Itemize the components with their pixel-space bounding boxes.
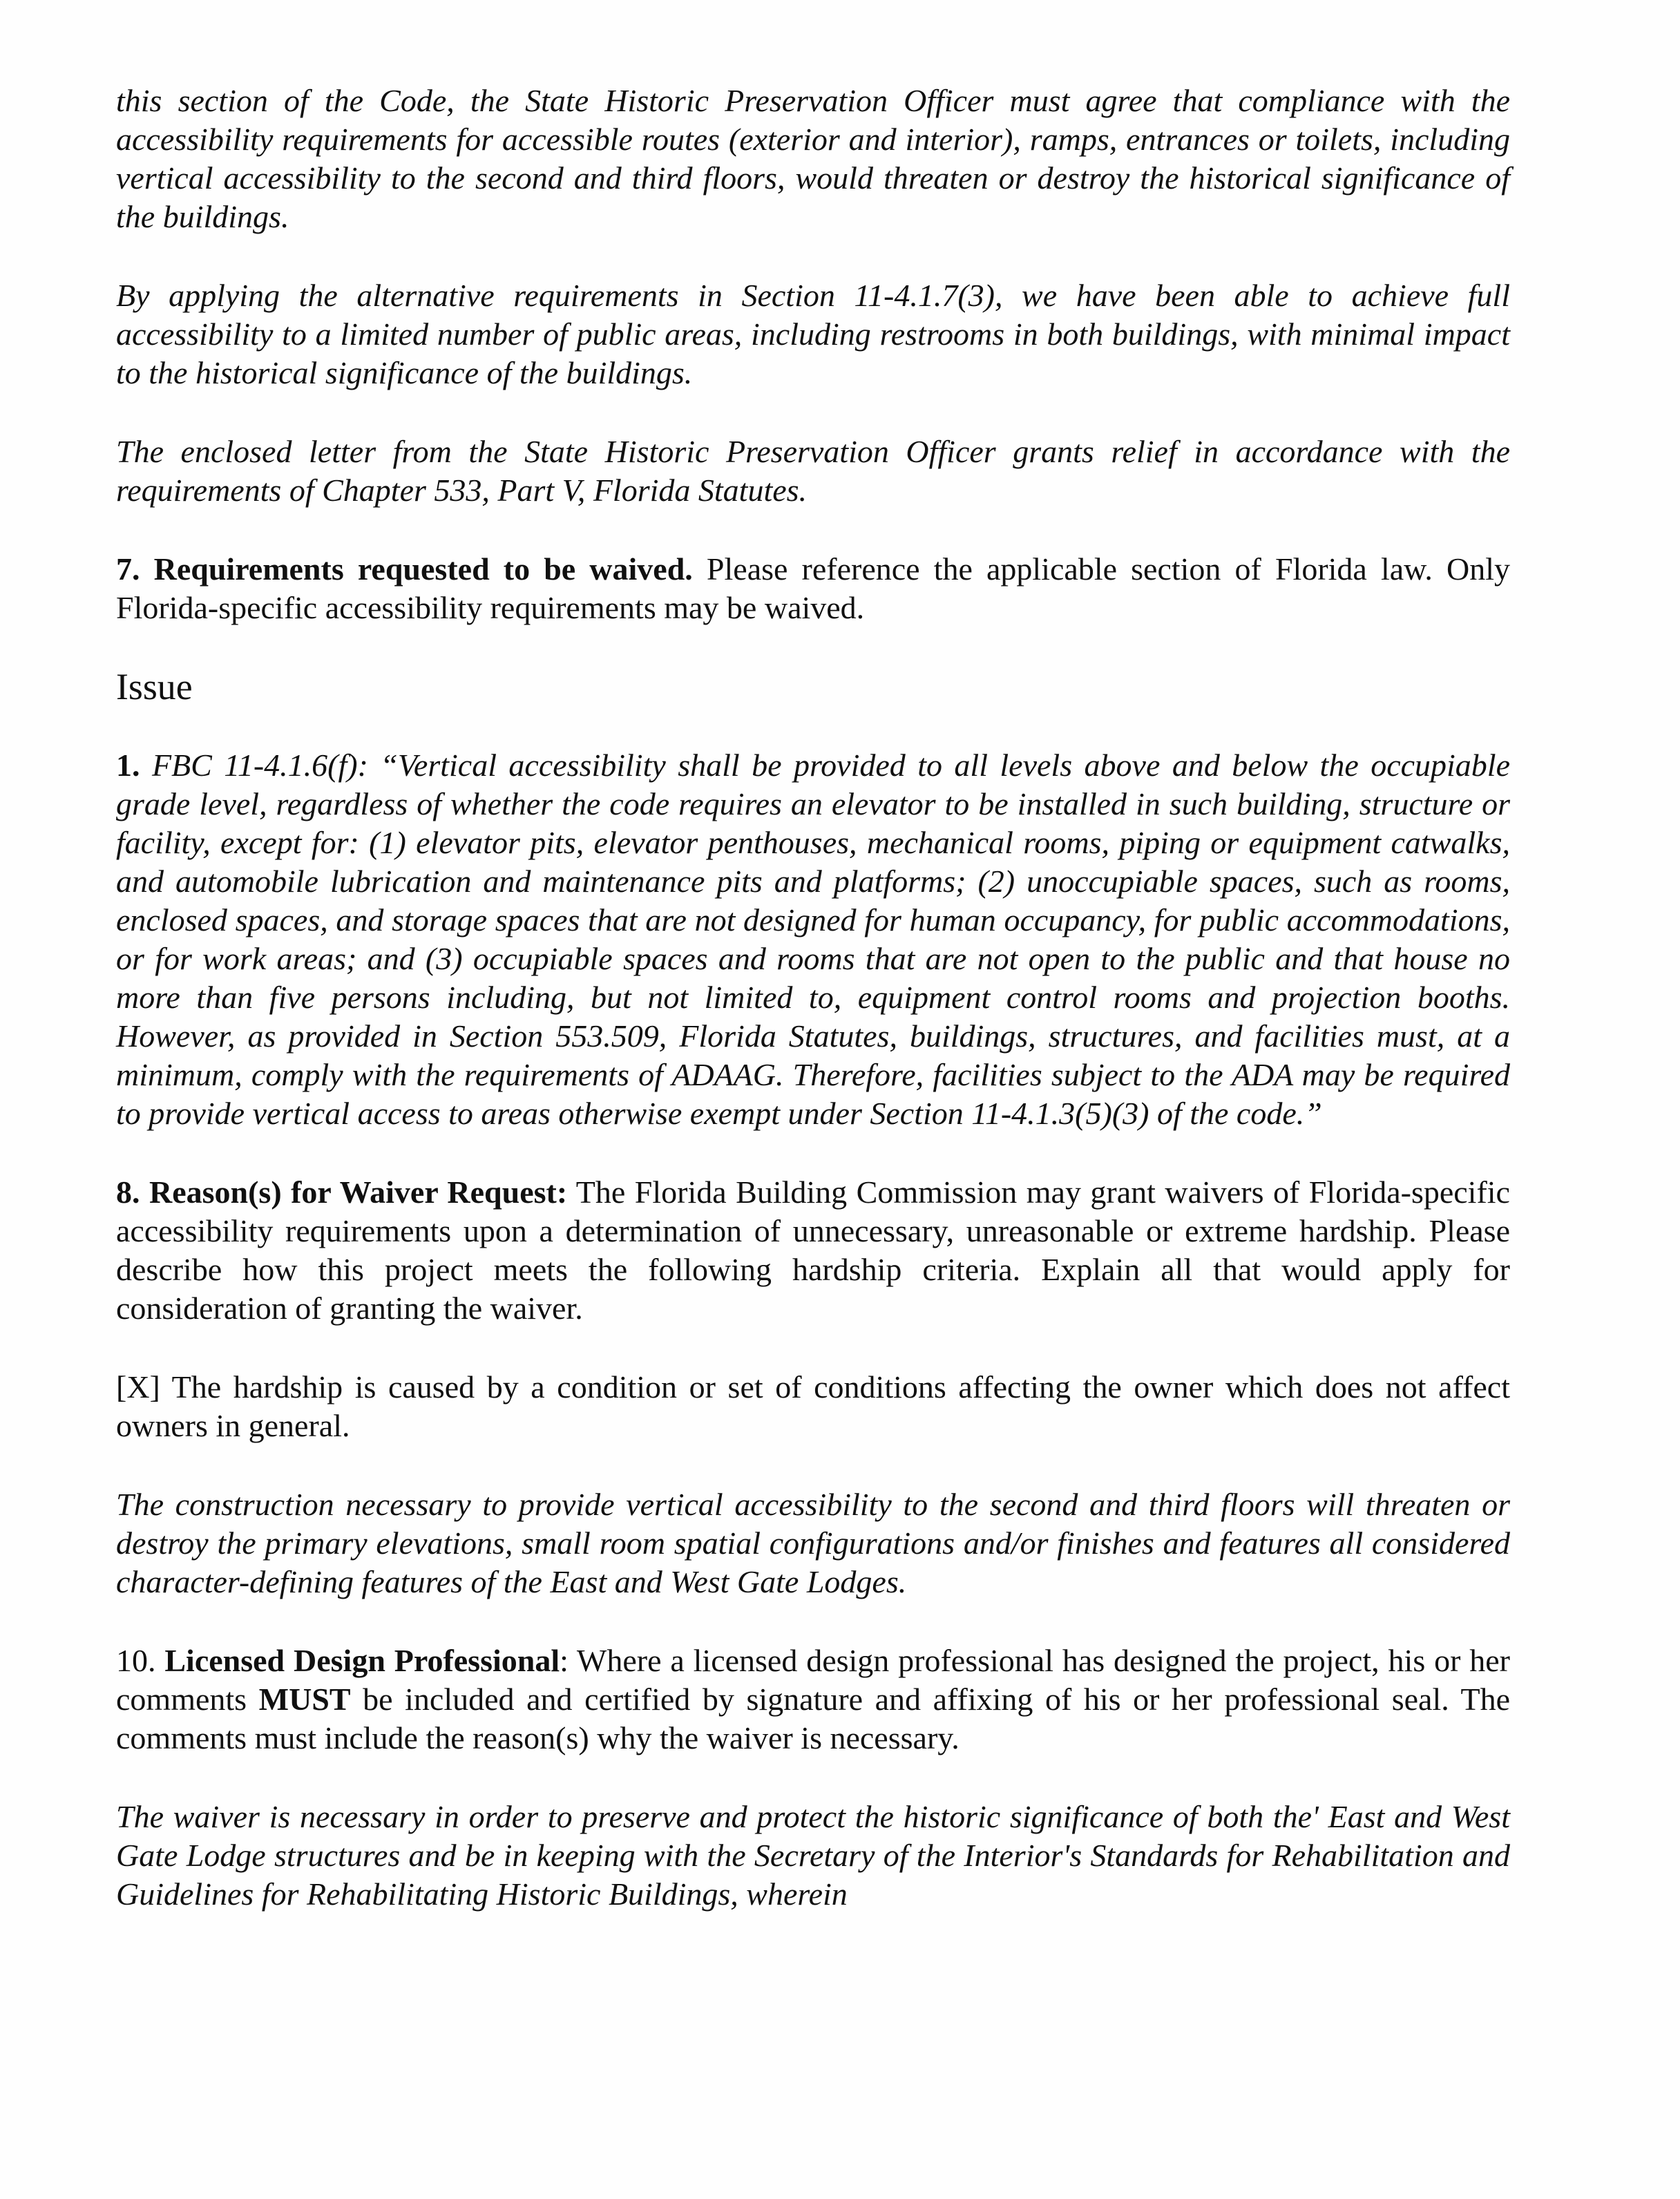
item-7-requirements-waived xyxy=(116,550,1510,627)
item-10-text-1: : Where a licensed design professional has designed the project, his or her comments xyxy=(116,1643,1510,1717)
item-10-label: Licensed Design Professional xyxy=(164,1643,560,1678)
item-8-text: The Florida Building Commission may grant waivers of Florida-specific accessibility requirements upon a determination of unnecessary, unreasonable or extreme hardship. Please describe how this project meets the following hardship criteria. Explain all that would apply for consideration of granting the waiver. xyxy=(116,1174,1510,1326)
item-10-number: 10. xyxy=(116,1643,165,1678)
item-8-label: 8. Reason(s) for Waiver Request: xyxy=(116,1174,568,1210)
hardship-condition-text: The hardship is caused by a condition or set of conditions affecting the owner which does not affect owners in general. xyxy=(116,1369,1510,1443)
item-8-reasons-for-waiver xyxy=(116,1173,1510,1328)
item-7-label: 7. Requirements requested to be waived. xyxy=(116,551,693,587)
paragraph-shpo-compliance: this section of the Code, the State Historic Preservation Officer must agree that compliance with the accessibility requirements for accessible routes (exterior and interior), ramps, entrances or toilets, including vertical accessibility to the second and third floors, would threaten or destroy the historical significance of the buildings. xyxy=(116,83,1510,234)
item-1-number: 1. xyxy=(116,748,152,783)
item-1-fbc-quote xyxy=(116,746,1510,1133)
paragraph-waiver-necessary: The waiver is necessary in order to preserve and protect the historic significance of both the' East and West Gate Lodge structures and be in keeping with the Secretary of the Interior's Standards for Rehabilitation and Guidelines for Rehabilitating Historic Buildings, wherein xyxy=(116,1799,1510,1912)
issue-heading: Issue xyxy=(116,666,193,707)
item-7-text: Please reference the applicable section of Florida law. Only Florida-specific accessibility requirements may be waived. xyxy=(116,551,1511,625)
hardship-condition-line xyxy=(116,1368,1510,1445)
item-1-quote-text: FBC 11-4.1.6(f): “Vertical accessibility shall be provided to all levels above and below the occupiable grade level, regardless of whether the code requires an elevator to be installed in such building, structure or facility, except for: (1) elevator pits, elevator penthouses, mechanical rooms, piping or equipment catwalks, and automobile lubrication and maintenance pits and platforms; (2) unoccupiable spaces, such as rooms, enclosed spaces, and storage spaces that are not designed for human occupancy, for public accommodations, or for work areas; and (3) occupiable spaces and rooms that are not open to the public and that house no more than five persons including, but not limited to, equipment control rooms and projection booths. However, as provided in Section 553.509, Florida Statutes, buildings, structures, and facilities must, at a minimum, comply with the requirements of ADAAG. Therefore, facilities subject to the ADA may be required to provide vertical access to areas otherwise exempt under Section 11-4.1.3(5)(3) of the code.” xyxy=(116,748,1511,1131)
paragraph-alternative-requirements: By applying the alternative requirements in Section 11-4.1.7(3), we have been able to achieve full accessibility to a limited number of public areas, including restrooms in both buildings, with minimal impact to the historical significance of the buildings. xyxy=(116,278,1510,390)
item-10-text-2: be included and certified by signature and affixing of his or her professional seal. The comments must include the reason(s) why the waiver is necessary. xyxy=(116,1682,1511,1755)
checkbox-marker: [X] xyxy=(116,1369,160,1405)
item-10-must-emphasis: MUST xyxy=(258,1682,351,1717)
paragraph-construction-threat: The construction necessary to provide vertical accessibility to the second and third floors will threaten or destroy the primary elevations, small room spatial configurations and/or finishes and features all considered character-defining features of the East and West Gate Lodges. xyxy=(116,1487,1510,1599)
item-10-licensed-design-professional xyxy=(116,1641,1510,1758)
paragraph-enclosed-letter: The enclosed letter from the State Historic Preservation Officer grants relief in accordance with the requirements of Chapter 533, Part V, Florida Statutes. xyxy=(116,434,1510,508)
